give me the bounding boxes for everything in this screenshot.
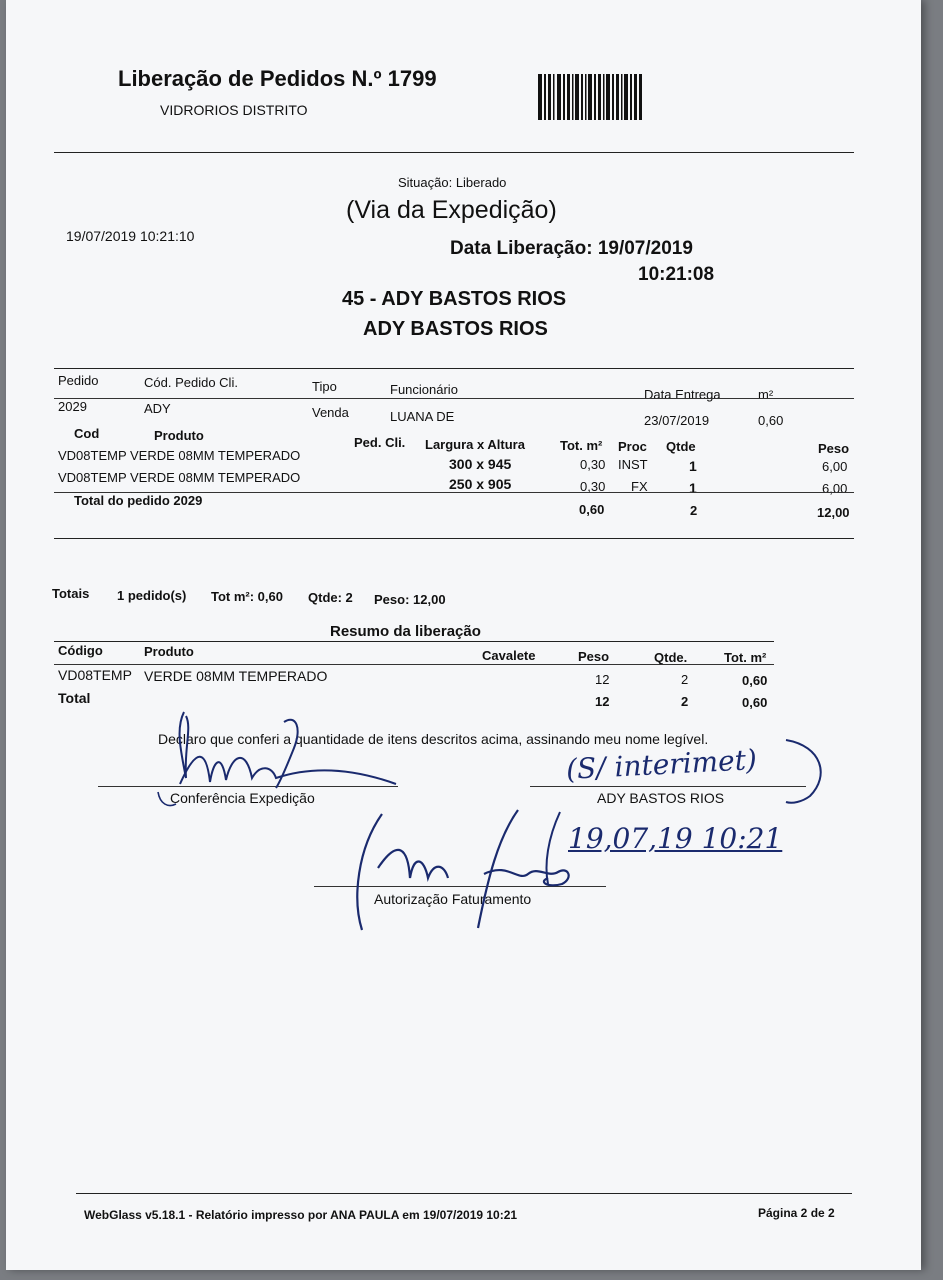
print-datetime: 19/07/2019 10:21:10 xyxy=(66,228,195,244)
summary-col-peso: Peso xyxy=(578,649,610,664)
order-total-peso: 12,00 xyxy=(817,505,850,520)
col-data-entrega: Data Entrega xyxy=(644,387,721,402)
document-page xyxy=(6,0,921,1270)
summary-title: Resumo da liberação xyxy=(330,623,481,640)
via-label: (Via da Expedição) xyxy=(346,196,557,224)
totals-pedidos: 1 pedido(s) xyxy=(117,588,187,603)
order-cod-pedido-cli: ADY xyxy=(144,401,171,416)
summary-row-codigo: VD08TEMP xyxy=(58,667,132,683)
conferencia-label: Conferência Expedição xyxy=(170,790,315,806)
summary-col-qtde: Qtde. xyxy=(654,650,688,665)
summary-row-produto: VERDE 08MM TEMPERADO xyxy=(144,668,328,684)
item-col-proc: Proc xyxy=(618,439,647,454)
item-col-cod: Cod xyxy=(74,426,100,441)
item-2-tot-m2: 0,30 xyxy=(580,479,606,494)
summary-top-divider xyxy=(54,641,774,642)
order-total-label: Total do pedido 2029 xyxy=(74,493,203,508)
client-line: 45 - ADY BASTOS RIOS xyxy=(342,288,567,310)
signature-line-client xyxy=(530,786,806,787)
totals-peso: Peso: 12,00 xyxy=(374,592,446,607)
footer-divider xyxy=(76,1193,852,1194)
situation-label: Situação: Liberado xyxy=(398,175,507,190)
order-tipo: Venda xyxy=(312,405,349,420)
handwritten-client-note: (S/ interimet) xyxy=(565,743,758,786)
order-funcionario: LUANA DE xyxy=(390,409,455,424)
item-1-peso: 6,00 xyxy=(822,459,848,474)
totals-m2: Tot m²: 0,60 xyxy=(211,589,283,604)
order-total-m2: 0,60 xyxy=(579,502,605,517)
summary-row-tot-m2: 0,60 xyxy=(742,673,768,688)
item-1-proc: INST xyxy=(618,457,648,472)
item-2-proc: FX xyxy=(631,479,648,494)
summary-total-peso: 12 xyxy=(595,694,610,709)
totals-label: Totais xyxy=(52,586,90,601)
client-signature-swoosh-icon xyxy=(782,736,832,806)
summary-header-divider xyxy=(54,664,774,665)
client-signature-label: ADY BASTOS RIOS xyxy=(597,790,725,806)
item-col-qtde: Qtde xyxy=(666,439,696,454)
footer-report: WebGlass v5.18.1 - Relatório impresso por ANA PAULA em 19/07/2019 10:21 xyxy=(84,1208,518,1222)
summary-col-codigo: Código xyxy=(58,643,103,658)
item-1-product: VD08TEMP VERDE 08MM TEMPERADO xyxy=(58,448,301,463)
document-title: Liberação de Pedidos N.º 1799 xyxy=(118,66,437,91)
item-col-produto: Produto xyxy=(154,428,204,443)
barcode-icon xyxy=(538,74,642,120)
client-name: ADY BASTOS RIOS xyxy=(363,318,548,340)
col-m2: m² xyxy=(758,387,774,402)
col-tipo: Tipo xyxy=(312,379,337,394)
company-name: VIDRORIOS DISTRITO xyxy=(160,102,308,118)
header-divider xyxy=(54,152,854,153)
declaration-text: Declaro que conferi a quantidade de itens descritos acima, assinando meu nome legível. xyxy=(158,731,709,747)
order-pedido: 2029 xyxy=(58,399,87,414)
summary-row-qtde: 2 xyxy=(681,672,689,687)
col-pedido: Pedido xyxy=(58,373,99,388)
item-2-product: VD08TEMP VERDE 08MM TEMPERADO xyxy=(58,470,301,485)
handwritten-date: 19,07,19 10:21 xyxy=(568,822,783,855)
summary-col-tot-m2: Tot. m² xyxy=(724,650,767,665)
item-2-qtde: 1 xyxy=(689,480,697,496)
summary-col-cavalete: Cavalete xyxy=(482,648,536,663)
col-funcionario: Funcionário xyxy=(390,382,458,397)
col-cod-pedido-cli: Cód. Pedido Cli. xyxy=(144,375,238,390)
conferencia-signature-icon xyxy=(156,708,406,812)
item-col-ped-cli: Ped. Cli. xyxy=(354,435,406,450)
order-total-qtde: 2 xyxy=(690,503,698,518)
summary-total-qtde: 2 xyxy=(681,694,689,709)
order-data-entrega: 23/07/2019 xyxy=(644,413,710,428)
summary-total-tot-m2: 0,60 xyxy=(742,695,768,710)
order-header-divider xyxy=(54,398,854,399)
item-col-tot-m2: Tot. m² xyxy=(560,438,603,453)
liberation-time: 10:21:08 xyxy=(638,264,715,285)
liberation-date: Data Liberação: 19/07/2019 xyxy=(450,238,693,259)
order-bottom-divider xyxy=(54,538,854,539)
item-1-tot-m2: 0,30 xyxy=(580,457,606,472)
item-1-qtde: 1 xyxy=(689,458,697,474)
autorizacao-signature-icon xyxy=(348,808,608,938)
summary-total-label: Total xyxy=(58,690,91,706)
item-col-peso: Peso xyxy=(818,441,850,456)
summary-col-produto: Produto xyxy=(144,644,194,659)
totals-qtde: Qtde: 2 xyxy=(308,590,353,605)
footer-page: Página 2 de 2 xyxy=(758,1206,835,1220)
item-2-dims: 250 x 905 xyxy=(449,476,512,492)
order-top-divider xyxy=(54,368,854,369)
item-1-dims: 300 x 945 xyxy=(449,456,512,472)
item-col-largura-altura: Largura x Altura xyxy=(425,437,525,452)
autorizacao-label: Autorização Faturamento xyxy=(374,891,532,907)
order-m2: 0,60 xyxy=(758,413,784,428)
summary-row-peso: 12 xyxy=(595,672,610,687)
item-2-peso: 6,00 xyxy=(822,481,848,496)
